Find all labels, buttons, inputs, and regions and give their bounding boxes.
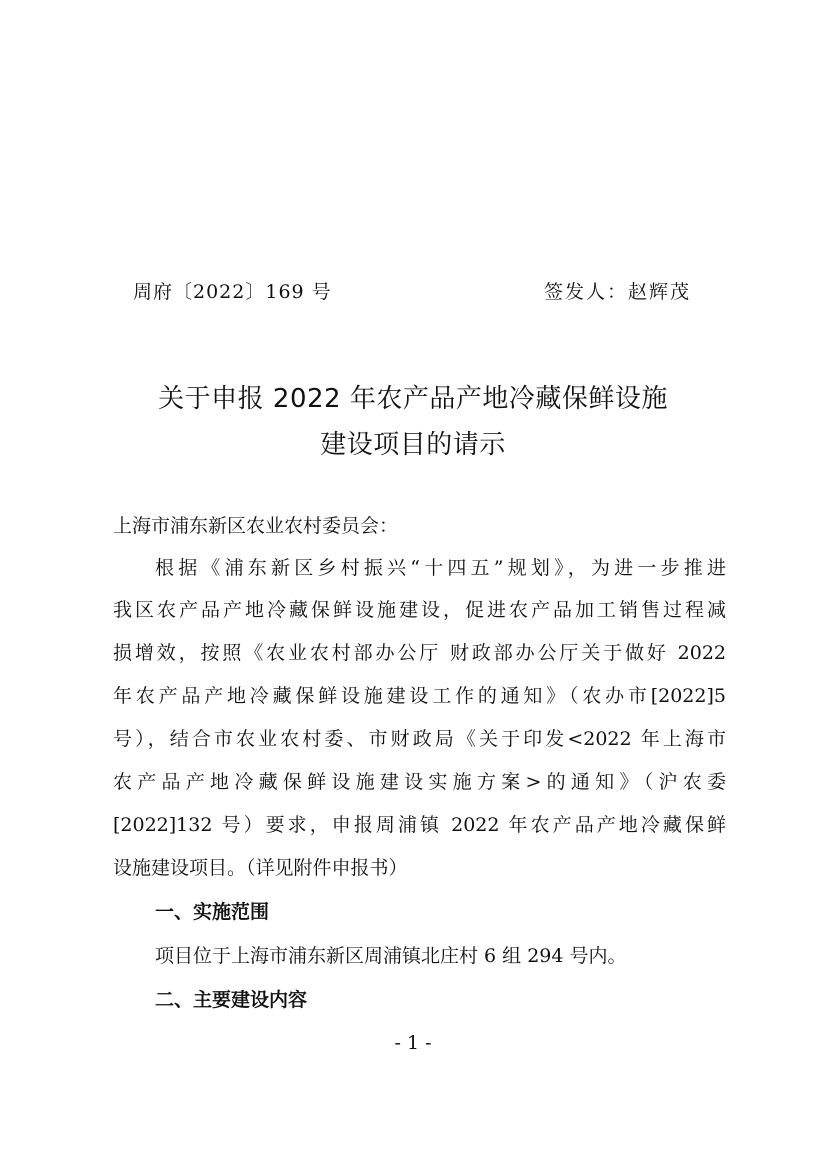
section-2-heading: 二、主要建设内容 xyxy=(155,989,308,1011)
body-line: 农产品产地冷藏保鲜设施建设实施方案>的通知》（沪农委 xyxy=(113,771,726,793)
document-title-line-1: 关于申报 2022 年农产品产地冷藏保鲜设施 xyxy=(158,384,668,414)
body-line: 根据《浦东新区乡村振兴“十四五”规划》，为进一步推进 xyxy=(155,557,726,579)
section-1-heading: 一、实施范围 xyxy=(155,901,270,923)
body-line: 号），结合市农业农村委、市财政局《关于印发<2022 年上海市 xyxy=(113,728,726,750)
signer xyxy=(544,277,691,304)
section-1-text: 项目位于上海市浦东新区周浦镇北庄村 6 组 294 号内。 xyxy=(155,945,627,967)
document-title-line-2: 建设项目的请示 xyxy=(320,430,506,460)
signer-label: 签发人： xyxy=(544,281,629,303)
body-line: 损增效，按照《农业农村部办公厅 财政部办公厅关于做好 2022 xyxy=(113,642,726,664)
body-line: [2022]132 号）要求，申报周浦镇 2022 年农产品产地冷藏保鲜 xyxy=(113,814,726,836)
document-number: 周府〔2022〕169 号 xyxy=(133,281,332,303)
signer-name: 赵辉茂 xyxy=(628,281,692,303)
body-line: 我区农产品产地冷藏保鲜设施建设，促进农产品加工销售过程减 xyxy=(113,599,726,621)
body-line: 年农产品产地冷藏保鲜设施建设工作的通知》（农办市[2022]5 xyxy=(113,685,726,707)
body-line: 设施建设项目。（详见附件申报书） xyxy=(113,857,408,879)
page-number: - 1 - xyxy=(394,1032,432,1054)
addressee: 上海市浦东新区农业农村委员会： xyxy=(113,515,399,537)
